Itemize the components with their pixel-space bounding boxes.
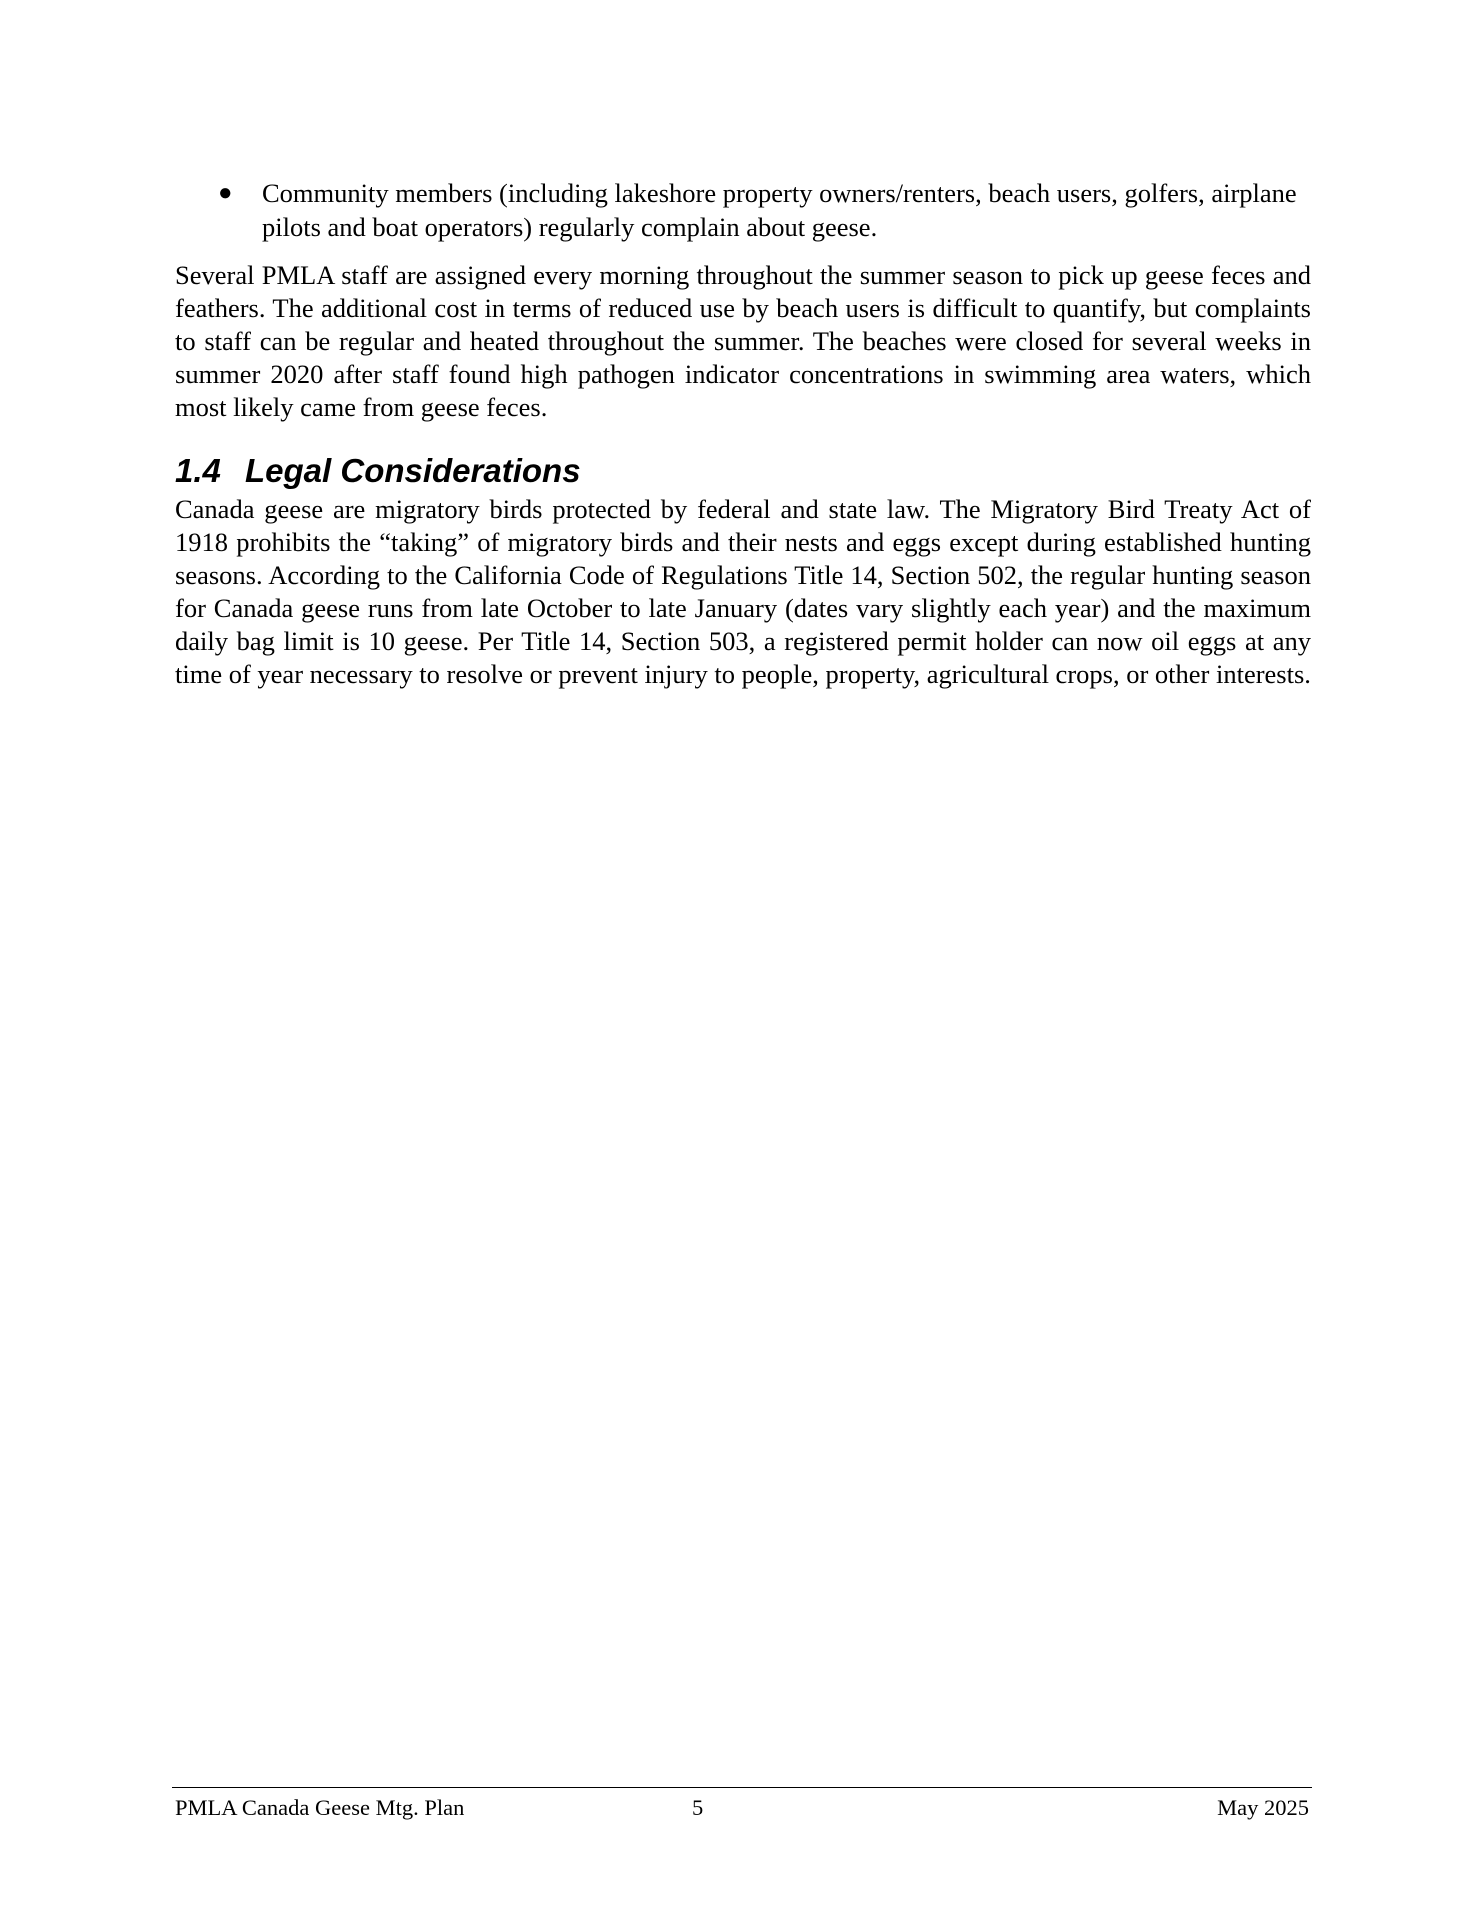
paragraph-legal: Canada geese are migratory birds protected by federal and state law. The Migratory Bird Treaty Act of 1918 prohibits the “taking” of migratory birds and their nests and eggs except during established hunting seasons. According to the California Code of Regulations Title 14, Section 502, the regular hunting season for Canada geese runs from late October to late January (dates vary slightly each year) and the maximum daily bag limit is 10 geese. Per Title 14, Section 503, a registered permit holder can now oil eggs at any time of year necessary to resolve or prevent injury to people, property, agricultural crops, or other interests. — [175, 494, 1311, 689]
footer-page-number: 5 — [692, 1795, 704, 1820]
footer-date: May 2025 — [1217, 1795, 1309, 1820]
section-number: 1.4 — [175, 452, 221, 489]
footer-document-title: PMLA Canada Geese Mtg. Plan — [175, 1795, 465, 1820]
bullet-item — [175, 176, 1311, 244]
page-footer — [172, 1787, 1312, 1828]
bullet-list — [175, 176, 1311, 244]
section-heading — [175, 451, 1311, 491]
page-content — [175, 176, 1311, 691]
bullet-icon: ● — [218, 180, 233, 206]
paragraph-staff-cleanup: Several PMLA staff are assigned every morning throughout the summer season to pick up geese feces and feathers. The additional cost in terms of reduced use by beach users is difficult to quantify, but complaints to staff can be regular and heated throughout the summer. The beaches were closed for several weeks in summer 2020 after staff found high pathogen indicator concentrations in swimming area waters, which most likely came from geese feces. — [175, 260, 1311, 422]
bullet-text: Community members (including lakeshore property owners/renters, beach users, golfers, airplane pilots and boat operators) regularly complain about geese. — [262, 178, 1297, 242]
section-title: Legal Considerations — [245, 452, 581, 489]
